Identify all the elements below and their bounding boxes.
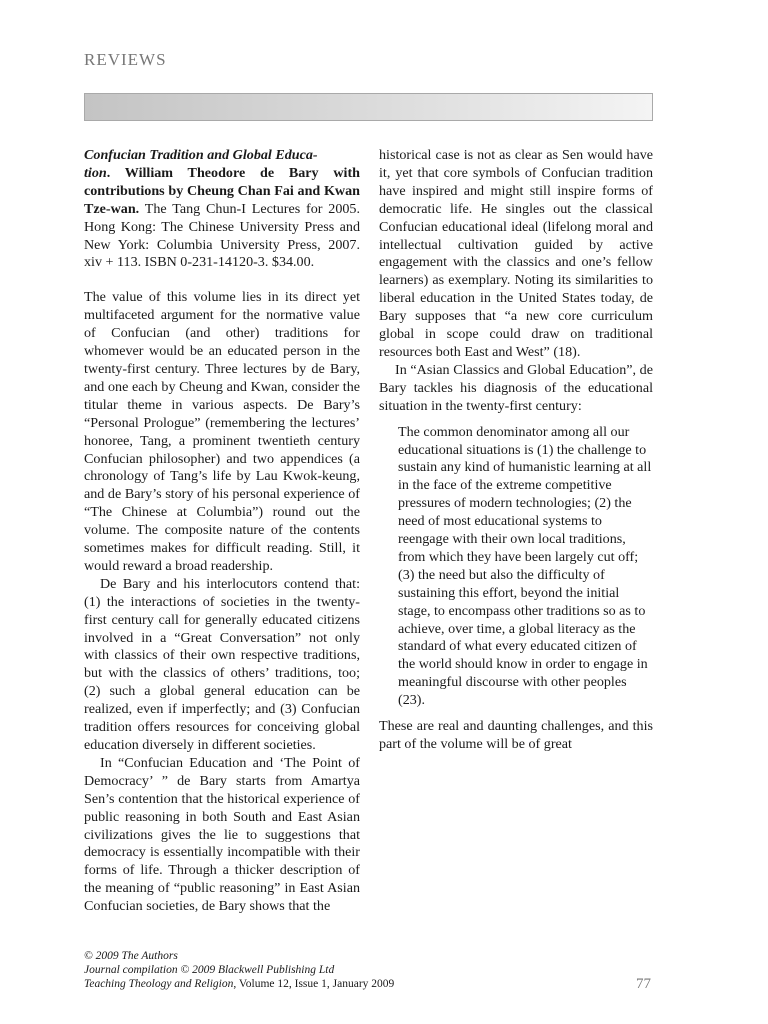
review-paragraph-5: These are real and daunting challenges, and this part of the volume will be of great bbox=[379, 718, 653, 752]
book-authors: . William Theodore de Bary with contributions by Cheung Chan Fai and Kwan Tze-wan. bbox=[84, 164, 360, 217]
issue-info: , Volume 12, Issue 1, January 2009 bbox=[233, 978, 395, 990]
right-column bbox=[379, 147, 653, 754]
journal-name: Teaching Theology and Religion bbox=[84, 978, 234, 990]
section-header: REVIEWS bbox=[84, 50, 167, 69]
header-divider-bar bbox=[84, 93, 653, 121]
review-paragraph-1: The value of this volume lies in its direct yet multifaceted argument for the normative value of Confucian (and other) traditions for whomever would be an educated person in the twenty-first century. Three lectures by de Bary, and one each by Cheung and Kwan, consider the titular theme in various aspects. De Bary’s “Personal Prologue” (remembering the lectures’ honoree, Tang, a prominent twentieth century Confucian philosopher) and two appendices (a chronology of Tang’s life by Lau Kwok-keung, and de Bary’s story of his personal experience of “The Chinese at Columbia”) round out the volume. The composite nature of the contents sometimes makes for difficult reading. Still, it would reward a broad readership. bbox=[84, 289, 360, 574]
compilation-line: Journal compilation © 2009 Blackwell Publishing Ltd bbox=[84, 964, 335, 976]
review-paragraph-4: In “Asian Classics and Global Education”, de Bary tackles his diagnosis of the educational situation in the twenty-first century: bbox=[379, 361, 653, 414]
left-column bbox=[84, 147, 360, 916]
block-quote: The common denominator among all our educational situations is (1) the challenge to sustain any kind of humanistic learning at all in the face of the extreme competitive pressures of modern technologies; (2) the need of most educational systems to reengage with their own local traditions, from which they have been largely cut off; (3) the need but also the difficulty of sustaining this effort, beyond the initial stage, to encompass other traditions so as to achieve, over time, a global literacy as the standard of what every educated citizen of the world should know in order to engage in meaningful discourse with other peoples (23). bbox=[398, 423, 652, 709]
review-paragraph-3: In “Confucian Education and ‘The Point of Democracy’ ” de Bary starts from Amartya Sen’s contention that the historical experience of public reasoning in both South and East Asian civilizations gives the lie to suggestions that democracy is essentially incompatible with their forms of life. Through a thicker description of the meaning of “public reasoning” in East Asian Confucian societies, de Bary shows that the bbox=[84, 754, 360, 915]
journal-citation-line bbox=[84, 977, 394, 991]
page-number: 77 bbox=[636, 976, 651, 992]
book-title: Confucian Tradition and Global Educa- tion bbox=[84, 147, 318, 181]
book-citation bbox=[84, 147, 360, 272]
review-paragraph-2: De Bary and his interlocutors contend that: (1) the interactions of societies in the twenty-first century call for generally educated citizens involved in a “Great Conversation” not only with classics of their own respective traditions, but with the classics of others’ traditions, too; (2) such a global general education can be realized, even if imperfectly; and (3) Confucian tradition offers resources for conceiving global education diversely in different societies. bbox=[84, 575, 360, 753]
review-paragraph-3-continued: historical case is not as clear as Sen would have it, yet that core symbols of Confucian tradition have inspired and might still inspire forms of democratic life. He singles out the classical Confucian educational ideal (lifelong moral and intellectual cultivation guided by active engagement with the classics and one’s fellow learners) as exemplary. Noting its similarities to liberal education in the United States today, de Bary supposes that “a new core curriculum global in scope could draw on traditional resources both East and West” (18). bbox=[379, 147, 653, 360]
copyright-line: © 2009 The Authors bbox=[84, 950, 178, 962]
page-footer bbox=[84, 949, 394, 991]
publication-details: The Tang Chun-I Lectures for 2005. Hong Kong: The Chinese University Press and New York: Columbia University Press, 2007. xiv + 113. ISBN 0-231-14120-3. $34.00. bbox=[84, 200, 360, 271]
